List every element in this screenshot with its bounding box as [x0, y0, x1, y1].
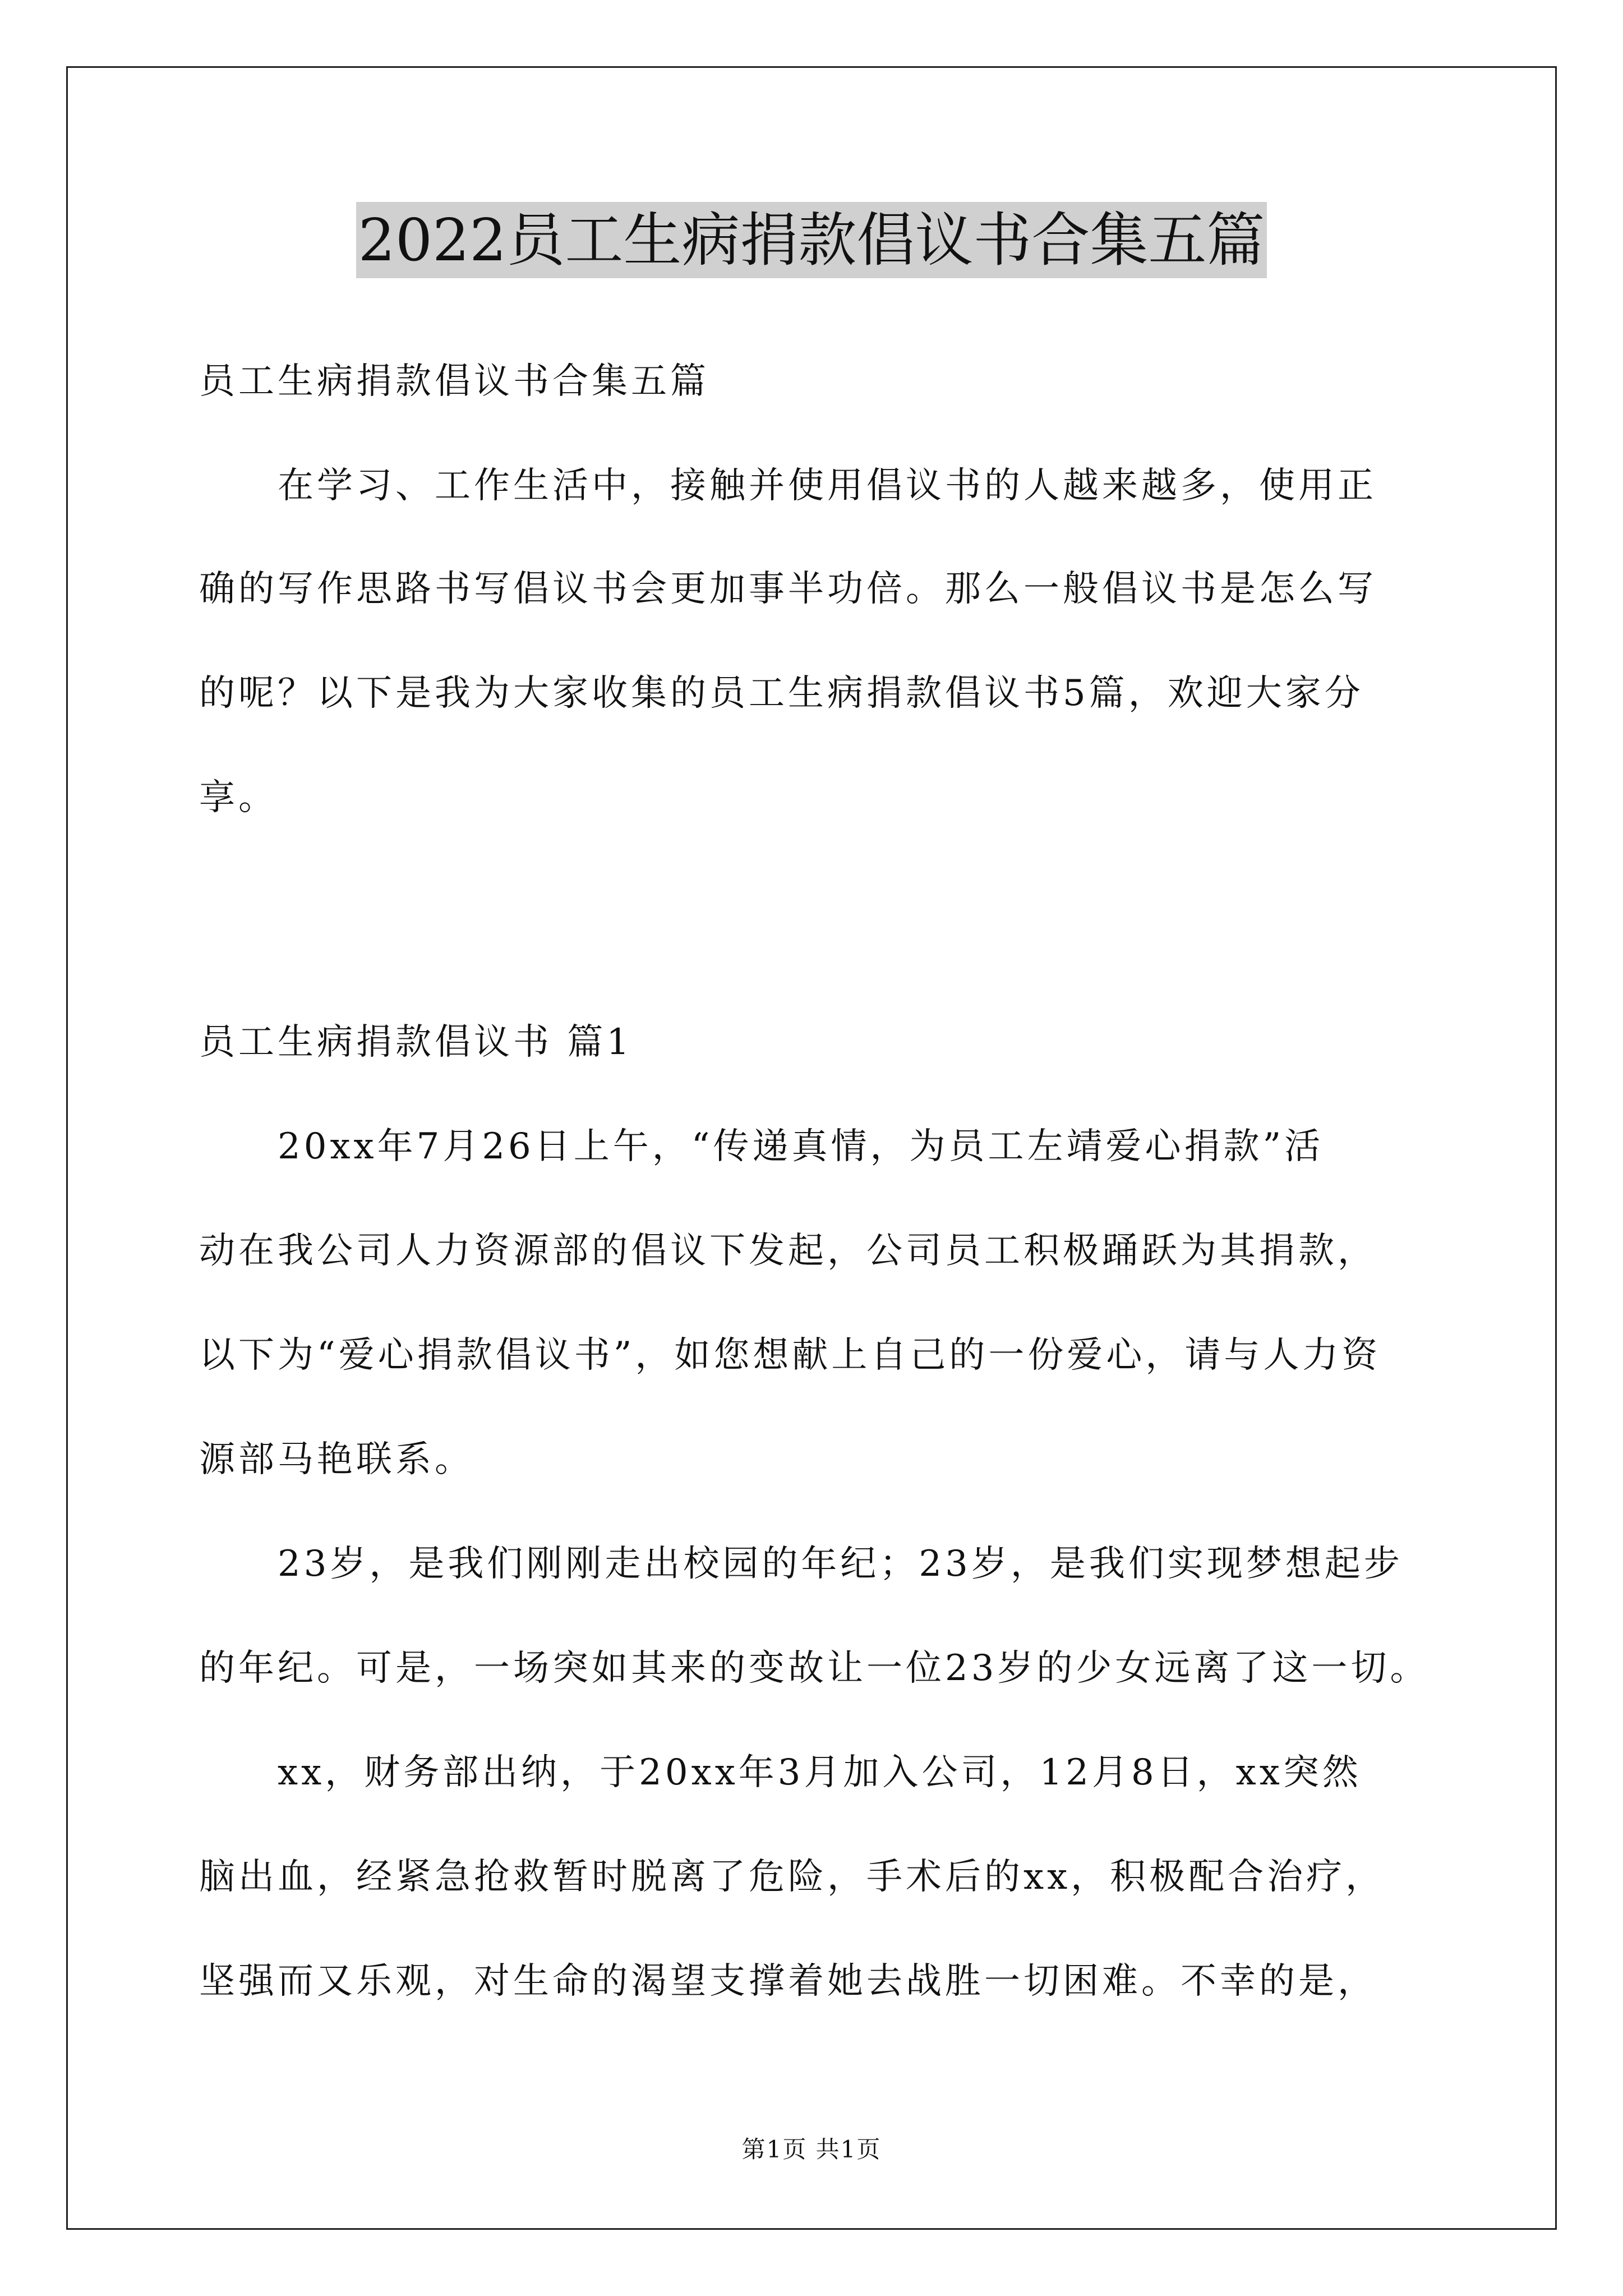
paragraph-line: xx，财务部出纳，于20xx年3月加入公司，12月8日，xx突然: [278, 1752, 1362, 1793]
paragraph-line: 以下为“爱心捐款倡议书”，如您想献上自己的一份爱心，请与人力资: [199, 1335, 1381, 1376]
paragraph-line: 脑出血，经紧急抢救暂时脱离了危险，手术后的xx，积极配合治疗，: [199, 1856, 1385, 1898]
paragraph-line: 20xx年7月26日上午，“传递真情，为员工左靖爱心捐款”活: [278, 1126, 1324, 1167]
section-heading: 员工生病捐款倡议书合集五篇: [199, 361, 709, 402]
paragraph-line: 享。: [199, 777, 278, 818]
document-title: 2022员工生病捐款倡议书合集五篇: [356, 202, 1267, 278]
title-container: [0, 202, 1623, 278]
paragraph-line: 的年纪。可是，一场突如其来的变故让一位23岁的少女远离了这一切。: [199, 1648, 1430, 1689]
paragraph-line: 源部马艳联系。: [199, 1439, 474, 1480]
paragraph-line: 的呢？以下是我为大家收集的员工生病捐款倡议书5篇，欢迎大家分: [199, 673, 1364, 714]
paragraph-line: 确的写作思路书写倡议书会更加事半功倍。那么一般倡议书是怎么写: [199, 568, 1377, 610]
paragraph-line: 23岁，是我们刚刚走出校园的年纪；23岁，是我们实现梦想起步: [278, 1543, 1403, 1585]
section-heading: 员工生病捐款倡议书 篇1: [199, 1022, 633, 1063]
page-footer: 第1页 共1页: [741, 2136, 882, 2163]
paragraph-line: 动在我公司人力资源部的倡议下发起，公司员工积极踊跃为其捐款，: [199, 1230, 1377, 1272]
paragraph-line: 坚强而又乐观，对生命的渴望支撑着她去战胜一切困难。不幸的是，: [199, 1961, 1377, 2002]
paragraph-line: 在学习、工作生活中，接触并使用倡议书的人越来越多，使用正: [278, 465, 1377, 507]
